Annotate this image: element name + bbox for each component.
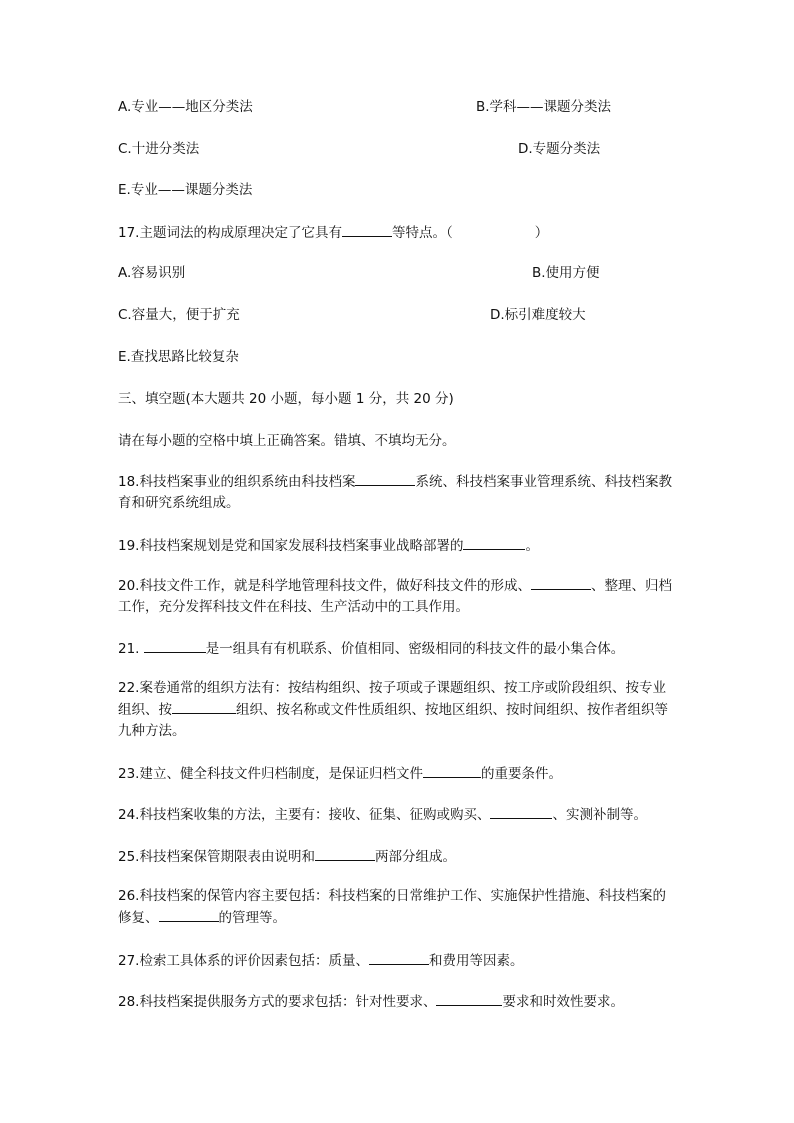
q18-post: 系统、科技档案事业管理系统、科技档案教育和研究系统组成。 (118, 474, 672, 511)
q17-option-c: C.容量大，便于扩充 (118, 307, 240, 323)
q26-stem (118, 886, 678, 929)
q16-option-b: B.学科——课题分类法 (476, 99, 612, 115)
q17-stem (118, 222, 548, 243)
q17-blank[interactable] (342, 222, 392, 237)
q18-pre: 18.科技档案事业的组织系统由科技档案 (118, 474, 356, 490)
q17-option-d: D.标引难度较大 (490, 307, 586, 323)
q26-post: 的管理等。 (218, 910, 286, 926)
q17-stem-close: ） (534, 225, 549, 241)
q17-option-e: E.查找思路比较复杂 (118, 349, 239, 365)
q25-stem (118, 846, 456, 867)
q19-blank[interactable] (463, 535, 525, 550)
q19-post: 。 (525, 538, 539, 554)
q27-stem (118, 950, 523, 971)
q26-pre: 26.科技档案的保管内容主要包括：科技档案的日常维护工作、实施保护性措施、科技档案的修复、 (118, 888, 666, 926)
q20-blank[interactable] (531, 575, 591, 590)
q28-stem (118, 991, 624, 1012)
q17-option-b: B.使用方便 (532, 265, 600, 281)
q21-post: 是一组具有有机联系、价值相同、密级相同的科技文件的最小集合体。 (205, 641, 625, 657)
q27-post: 和费用等因素。 (428, 953, 524, 969)
q23-post: 的重要条件。 (480, 766, 562, 782)
q17-stem-post: 等特点。（ (391, 225, 453, 241)
q23-stem (118, 763, 562, 784)
q20-post: 、整理、归档工作，充分发挥科技文件在科技、生产活动中的工具作用。 (118, 578, 672, 615)
q16-option-e: E.专业——课题分类法 (118, 182, 253, 198)
q21-blank[interactable] (144, 638, 206, 653)
q20-stem (118, 575, 678, 618)
section-3-instruction: 请在每小题的空格中填上正确答案。错填、不填均无分。 (118, 433, 456, 449)
q18-stem (118, 471, 678, 514)
q21-stem (118, 638, 624, 659)
q22-pre: 22.案卷通常的组织方法有：按结构组织、按子项或子课题组织、按工序或阶段组织、按专业组织、按 (118, 680, 666, 718)
q24-blank[interactable] (490, 804, 552, 819)
q22-blank[interactable] (172, 699, 236, 714)
q16-option-c: C.十进分类法 (118, 141, 200, 157)
q19-stem (118, 535, 539, 556)
q26-blank[interactable] (159, 907, 219, 922)
q28-blank[interactable] (436, 991, 502, 1006)
q22-stem (118, 678, 678, 742)
q25-post: 两部分组成。 (374, 849, 456, 865)
q23-pre: 23.建立、健全科技文件归档制度，是保证归档文件 (118, 766, 423, 782)
q28-pre: 28.科技档案提供服务方式的要求包括：针对性要求、 (118, 994, 437, 1010)
q18-blank[interactable] (355, 471, 415, 486)
q17-stem-pre: 17.主题词法的构成原理决定了它具有 (118, 225, 342, 241)
section-3-title: 三、填空题(本大题共 20 小题，每小题 1 分，共 20 分) (118, 391, 454, 407)
q24-pre: 24.科技档案收集的方法，主要有：接收、征集、征购或购买、 (118, 807, 491, 823)
q20-pre: 20.科技文件工作，就是科学地管理科技文件，做好科技文件的形成、 (118, 578, 531, 594)
q16-option-a: A.专业——地区分类法 (118, 99, 253, 115)
q19-pre: 19.科技档案规划是党和国家发展科技档案事业战略部署的 (118, 538, 464, 554)
q17-option-a: A.容易识别 (118, 265, 186, 281)
q23-blank[interactable] (423, 763, 481, 778)
q25-blank[interactable] (315, 846, 375, 861)
q22-post: 组织、按名称或文件性质组织、按地区组织、按时间组织、按作者组织等九种方法。 (118, 702, 668, 739)
q21-pre: 21. (118, 641, 144, 657)
q27-pre: 27.检索工具体系的评价因素包括：质量、 (118, 953, 369, 969)
q16-option-d: D.专题分类法 (518, 141, 601, 157)
q24-stem (118, 804, 647, 825)
q28-post: 要求和时效性要求。 (502, 994, 624, 1010)
q24-post: 、实测补制等。 (552, 807, 647, 823)
q27-blank[interactable] (369, 950, 429, 965)
q25-pre: 25.科技档案保管期限表由说明和 (118, 849, 315, 865)
